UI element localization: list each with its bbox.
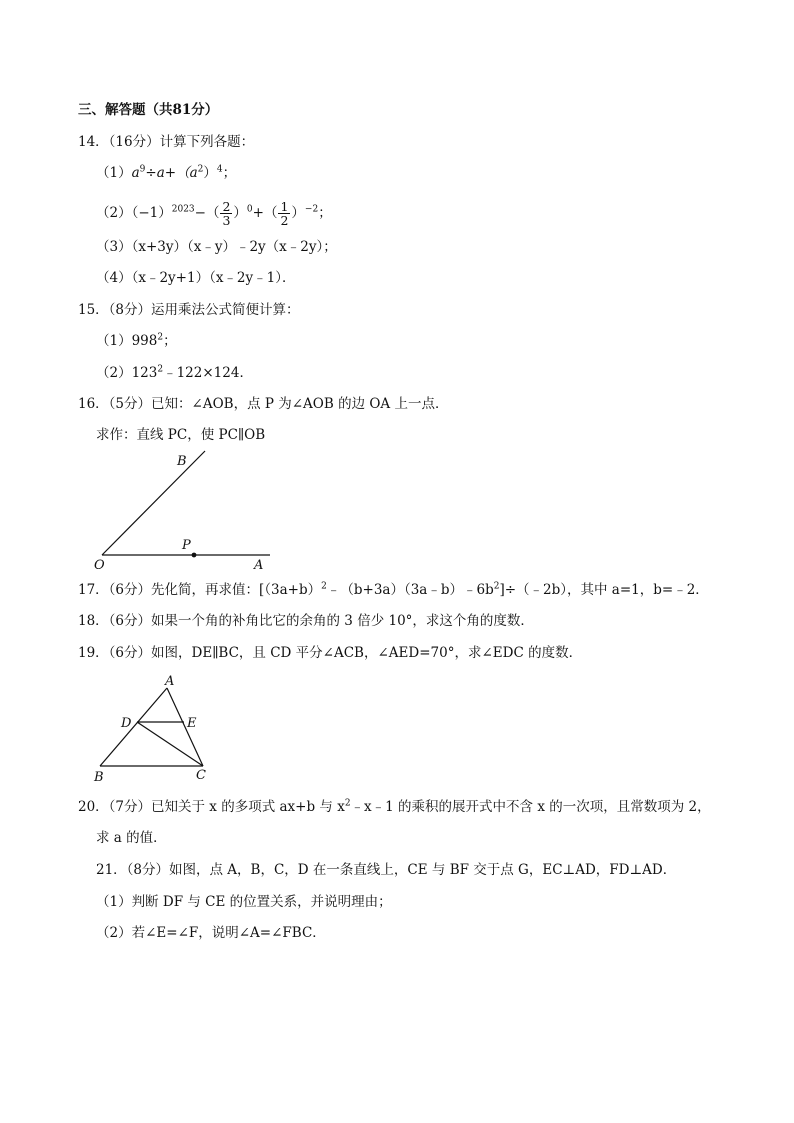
label-p: P: [182, 538, 191, 553]
q14-part-4: （4）（x﹣2y+1）（x﹣2y﹣1）．: [96, 270, 296, 286]
q20-text-line-2: 求 a 的值．: [96, 830, 167, 846]
q15-part-2: $(2)123^2﹣122\times 124$．: [96, 364, 253, 381]
fraction-two-thirds: $\frac{2}{3}$: [222, 199, 231, 228]
label-e: E: [187, 716, 197, 731]
q15-heading: 15．（8分）运用乘法公式简便计算：: [78, 302, 300, 318]
q17-text: 17．（6分）先化简，再求值：$[(3a+b)^2﹣(b+3a)(3a﹣b)﹣6b^2]\div(﹣2b)$，其中 a=1，b=﹣2．: [78, 581, 709, 598]
q14-heading: 14．（16分）计算下列各题：: [78, 134, 255, 150]
label-o: O: [94, 558, 105, 573]
q19-text: 19．（6分）如图，DE∥BC，且 CD 平分∠ACB，∠AED=70°，求∠EDC 的度数．: [78, 645, 583, 661]
triangle-abc-figure: [88, 670, 228, 785]
q16-task: 求作：直线 PC，使 PC∥OB: [96, 427, 266, 443]
label-b: B: [94, 770, 104, 785]
label-a: A: [165, 674, 175, 689]
q15-part-1: $(1)998^2$；: [96, 332, 177, 349]
point-p: [192, 553, 197, 558]
q14-part-1: $(1)a^9\div a+(a^2)^4$；: [96, 164, 237, 181]
label-d: D: [121, 716, 132, 731]
q14-part-2: $(2)(-1)^{2023}-$（ $\frac{2}{3}$ ）$^0$+（ $\frac{1}{2}$ ）$^{-2}$；: [96, 199, 332, 228]
q21-heading: 21．（8分）如图，点 A，B，C，D 在一条直线上，CE 与 BF 交于点 G，EC⊥AD，FD⊥AD．: [96, 862, 677, 878]
q16-heading: 16．（5分）已知：∠AOB，点 P 为∠AOB 的边 OA 上一点．: [78, 396, 449, 412]
q21-part-2: （2）若∠E=∠F，说明∠A=∠FBC．: [96, 925, 326, 941]
section-title: 三、解答题（共81分）: [78, 102, 219, 118]
angle-aob-figure: [80, 445, 290, 575]
label-b: B: [177, 454, 187, 469]
q21-part-1: （1）判断 DF 与 CE 的位置关系，并说明理由；: [96, 894, 392, 910]
q18-text: 18．（6分）如果一个角的补角比它的余角的 3 倍少 10°，求这个角的度数．: [78, 613, 534, 629]
fraction-one-half: $\frac{1}{2}$: [280, 199, 289, 228]
label-a: A: [254, 558, 264, 573]
q20-text: 20．（7分）已知关于 x 的多项式 ax+b 与 $x^2﹣x﹣1$ 的乘积的展开式中不含 x 的一次项，且常数项为 2，: [78, 798, 711, 815]
segment-ab: [100, 688, 167, 766]
q14-part-3: （3）（x+3y）（x﹣y）﹣2y（x﹣2y）；: [96, 239, 337, 255]
label-c: C: [196, 768, 206, 783]
